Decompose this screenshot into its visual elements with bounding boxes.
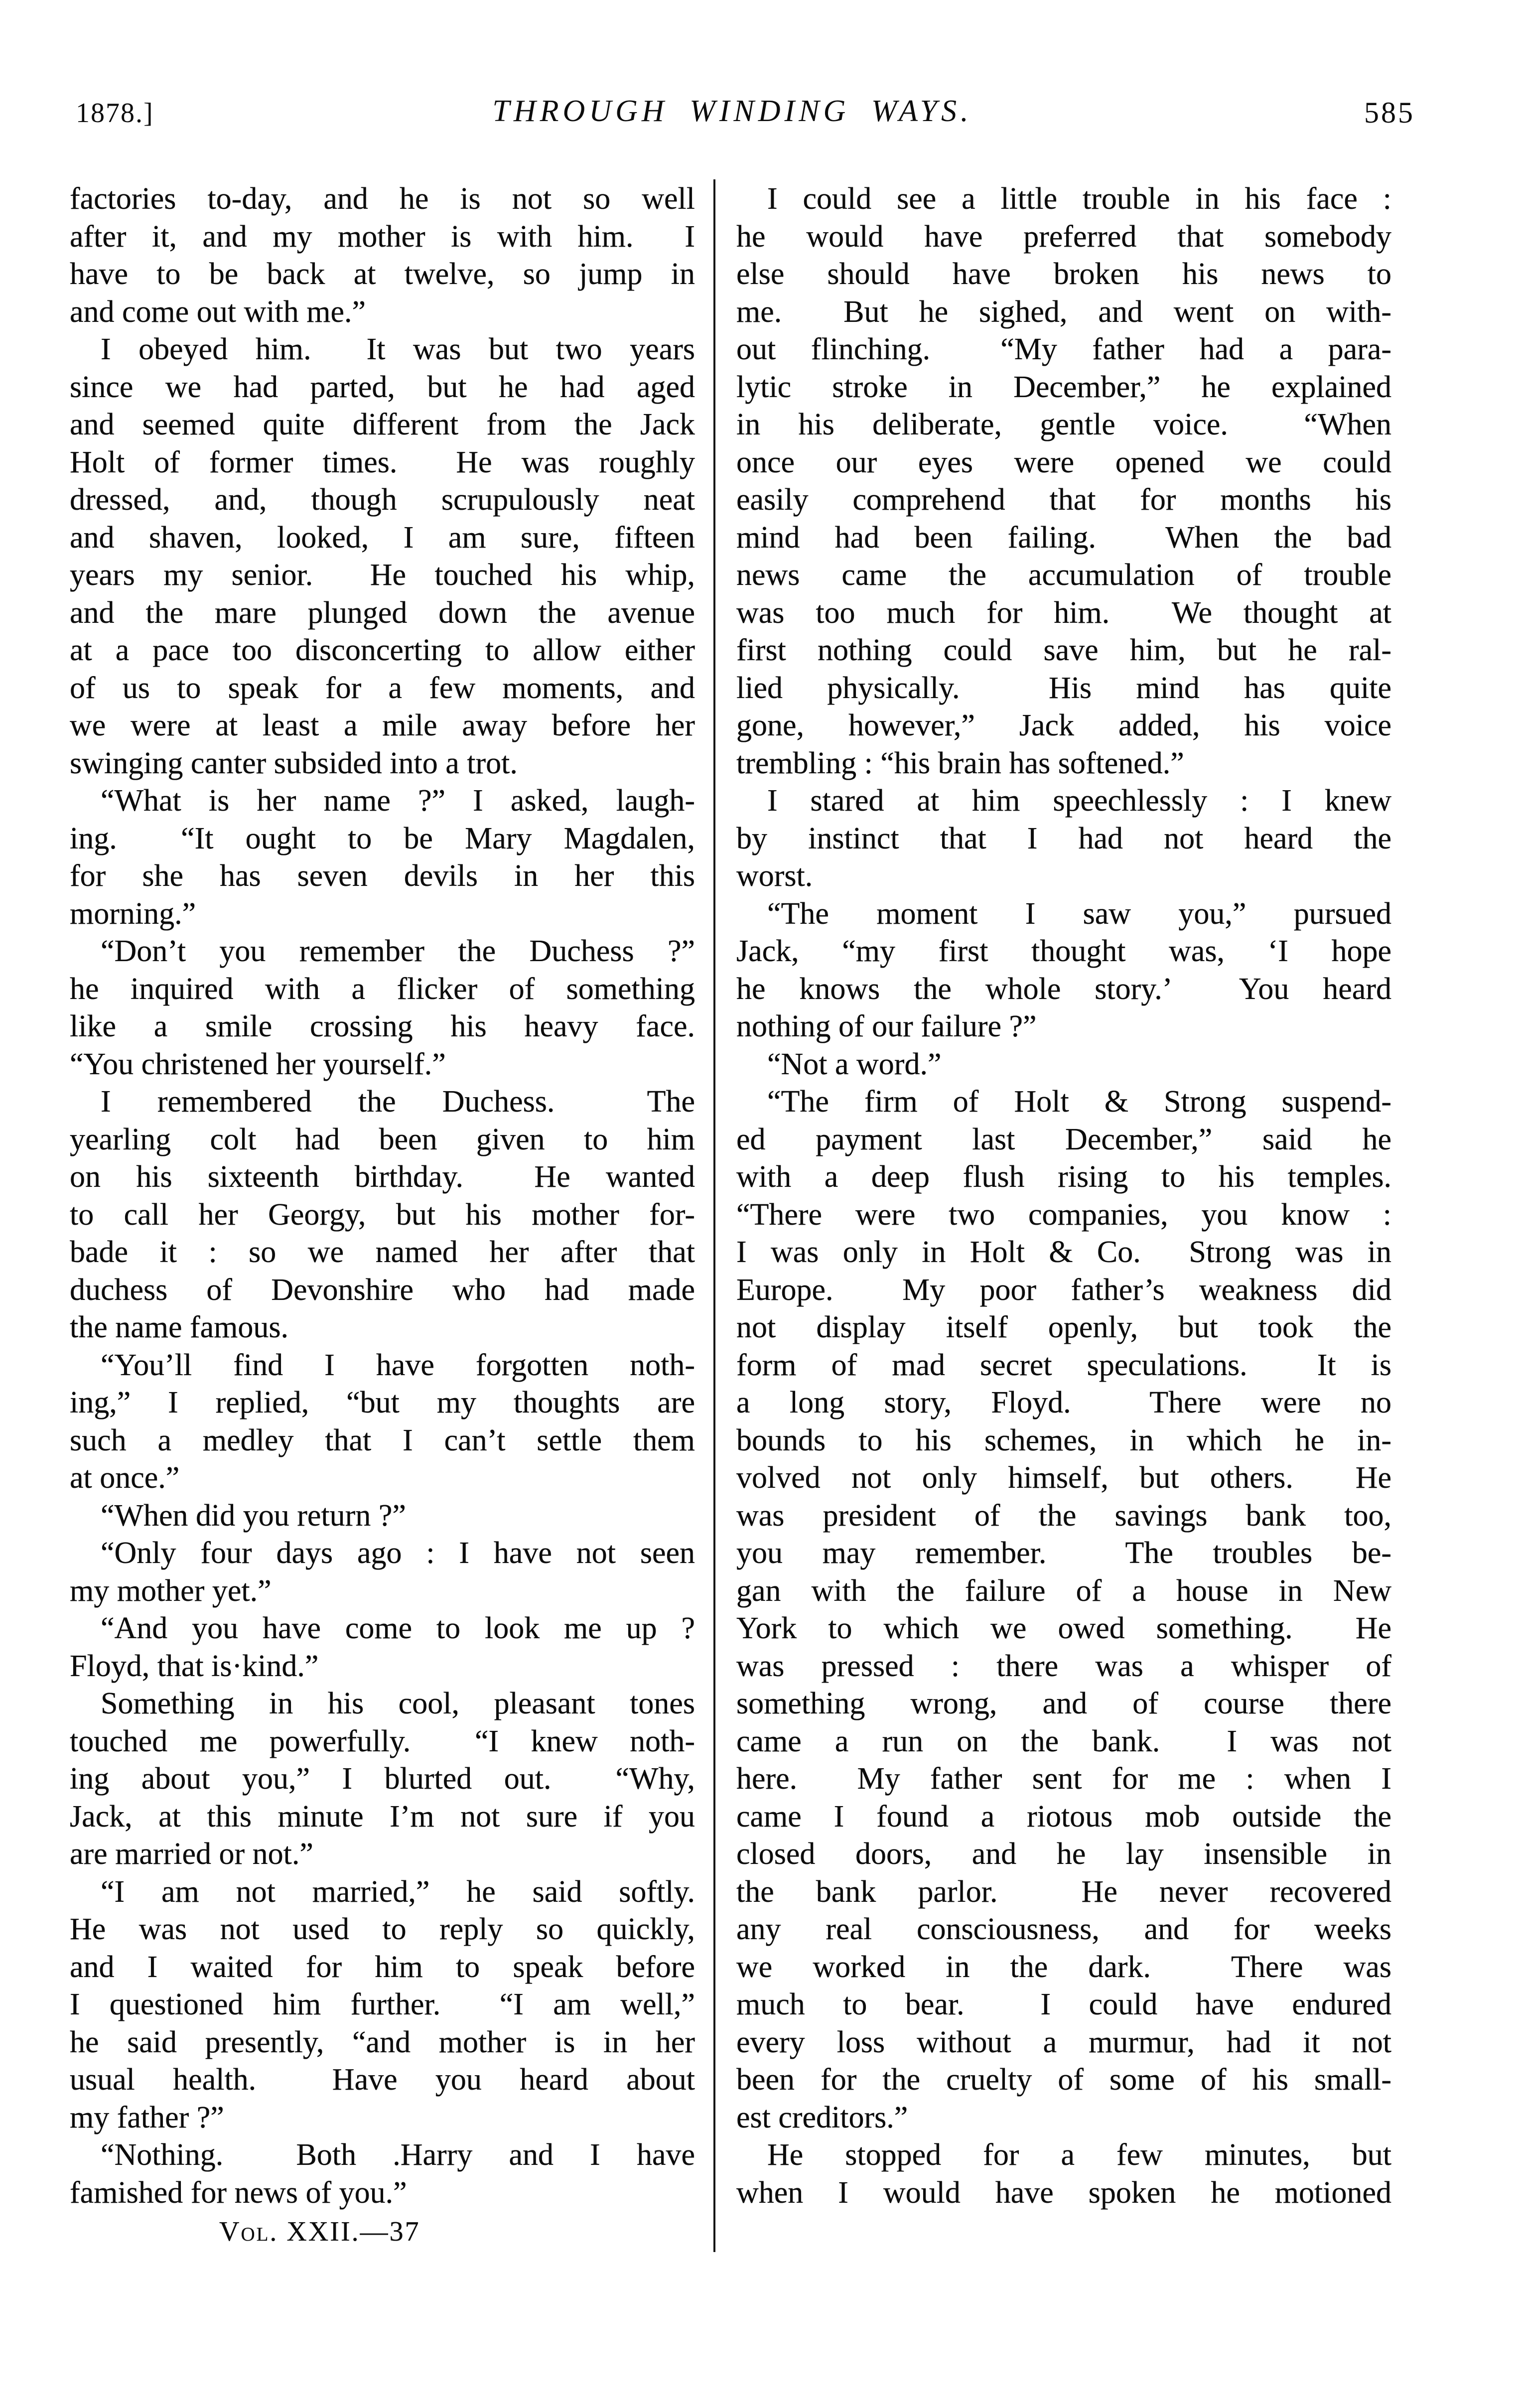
text-line: my mother yet.” xyxy=(70,1573,272,1608)
text-line: I obeyed him. It was but two years xyxy=(101,332,695,366)
text-line: closed doors, and he lay insensible in xyxy=(736,1837,1391,1871)
text-line: here. My father sent for me : when I xyxy=(736,1762,1391,1796)
text-line: I could see a little trouble in his face : xyxy=(767,182,1391,216)
text-line: a long story, Floyd. There were no xyxy=(736,1386,1391,1419)
text-line: the bank parlor. He never recovered xyxy=(736,1874,1391,1909)
text-line: ed payment last December,” said he xyxy=(736,1122,1391,1156)
text-line: he knows the whole story.’ You heard xyxy=(736,972,1391,1006)
text-line: famished for news of you.” xyxy=(70,2175,407,2210)
text-line: something wrong, and of course there xyxy=(736,1687,1391,1720)
text-line: lytic stroke in December,” he explained xyxy=(736,370,1391,404)
text-line: my father ?” xyxy=(70,2100,224,2134)
text-line: est creditors.” xyxy=(736,2100,908,2134)
text-line: I remembered the Duchess. The xyxy=(101,1085,695,1119)
text-line: touched me powerfully. “I knew noth- xyxy=(70,1724,695,1758)
text-line: volved not only himself, but others. He xyxy=(736,1461,1391,1495)
text-line: “You’ll find I have forgotten noth- xyxy=(101,1348,695,1382)
text-line: since we had parted, but he had aged xyxy=(70,370,695,404)
text-line: factories to-day, and he is not so well xyxy=(70,182,695,216)
text-line: mind had been failing. When the bad xyxy=(736,520,1391,555)
text-line: yearling colt had been given to him xyxy=(70,1122,695,1156)
text-line: Something in his cool, pleasant tones xyxy=(101,1687,695,1720)
text-line: He stopped for a few minutes, but xyxy=(767,2138,1391,2172)
text-line: “The moment I saw you,” pursued xyxy=(767,896,1391,931)
text-line: He was not used to reply so quickly, xyxy=(70,1912,695,1946)
text-line: Jack, “my first thought was, ‘I hope xyxy=(736,934,1391,968)
text-line: duchess of Devonshire who had made xyxy=(70,1273,695,1307)
text-line: “And you have come to look me up ? xyxy=(101,1611,695,1645)
text-line: York to which we owed something. He xyxy=(736,1611,1391,1645)
text-line: are married or not.” xyxy=(70,1837,313,1871)
text-line: Floyd, that is·kind.” xyxy=(70,1649,319,1683)
text-line: “What is her name ?” I asked, laugh- xyxy=(101,784,695,818)
text-line: ing. “It ought to be Mary Magdalen, xyxy=(70,821,695,855)
text-line: with a deep flush rising to his temples. xyxy=(736,1160,1391,1194)
text-line: usual health. Have you heard about xyxy=(70,2063,695,2097)
text-line: once our eyes were opened we could xyxy=(736,445,1391,479)
text-line: worst. xyxy=(736,859,813,893)
text-line: of us to speak for a few moments, and xyxy=(70,671,695,705)
text-line: he said presently, “and mother is in her xyxy=(70,2025,695,2059)
text-line: and the mare plunged down the avenue xyxy=(70,595,695,630)
text-line: out flinching. “My father had a para- xyxy=(736,332,1391,366)
text-line: and come out with me.” xyxy=(70,294,366,329)
text-line: “You christened her yourself.” xyxy=(70,1047,446,1081)
text-line: by instinct that I had not heard the xyxy=(736,821,1391,855)
text-line: ing about you,” I blurted out. “Why, xyxy=(70,1762,695,1796)
text-line: we worked in the dark. There was xyxy=(736,1950,1391,1984)
text-line: me. But he sighed, and went on with- xyxy=(736,294,1391,329)
right-text-column xyxy=(736,180,1391,2212)
text-line: was pressed : there was a whisper of xyxy=(736,1649,1391,1683)
text-line: I stared at him speechlessly : I knew xyxy=(767,784,1391,818)
header-year: 1878.] xyxy=(76,98,154,129)
text-line: at a pace too disconcerting to allow either xyxy=(70,633,695,667)
text-line: “Nothing. Both .Harry and I have xyxy=(101,2138,695,2172)
volume-signature: Vol. XXII.—37 xyxy=(219,2216,420,2247)
text-line: bounds to his schemes, in which he in- xyxy=(736,1423,1391,1457)
text-line: “Not a word.” xyxy=(767,1047,942,1081)
text-line: to call her Georgy, but his mother for- xyxy=(70,1197,695,1232)
text-line: Europe. My poor father’s weakness did xyxy=(736,1273,1391,1307)
text-line: much to bear. I could have endured xyxy=(736,1987,1391,2021)
text-line: form of mad secret speculations. It is xyxy=(736,1348,1391,1382)
text-line: dressed, and, though scrupulously neat xyxy=(70,483,695,517)
text-line: and shaven, looked, I am sure, fifteen xyxy=(70,520,695,555)
text-line: after it, and my mother is with him. I xyxy=(70,219,695,254)
text-line: he would have preferred that somebody xyxy=(736,219,1391,254)
text-line: trembling : “his brain has softened.” xyxy=(736,746,1184,780)
text-line: first nothing could save him, but he ral- xyxy=(736,633,1391,667)
text-line: morning.” xyxy=(70,896,196,931)
text-line: for she has seven devils in her this xyxy=(70,859,695,893)
text-line: Jack, at this minute I’m not sure if you xyxy=(70,1799,695,1834)
text-line: “When did you return ?” xyxy=(101,1498,406,1533)
page-title: THROUGH WINDING WAYS. xyxy=(492,94,972,128)
text-line: been for the cruelty of some of his small- xyxy=(736,2063,1391,2097)
text-line: every loss without a murmur, had it not xyxy=(736,2025,1391,2059)
text-line: years my senior. He touched his whip, xyxy=(70,558,695,592)
text-line: when I would have spoken he motioned xyxy=(736,2175,1391,2210)
header-page-number: 585 xyxy=(1364,96,1415,129)
text-line: and seemed quite different from the Jack xyxy=(70,408,695,441)
text-line: Holt of former times. He was roughly xyxy=(70,445,695,479)
text-line: gone, however,” Jack added, his voice xyxy=(736,708,1391,742)
text-line: in his deliberate, gentle voice. “When xyxy=(736,408,1391,441)
text-line: was too much for him. We thought at xyxy=(736,595,1391,630)
text-line: “There were two companies, you know : xyxy=(736,1197,1391,1232)
text-line: not display itself openly, but took the xyxy=(736,1310,1391,1344)
text-line: and I waited for him to speak before xyxy=(70,1950,695,1984)
text-line: have to be back at twelve, so jump in xyxy=(70,257,695,291)
text-line: else should have broken his news to xyxy=(736,257,1391,291)
text-line: easily comprehend that for months his xyxy=(736,483,1391,517)
text-line: bade it : so we named her after that xyxy=(70,1235,695,1269)
text-line: on his sixteenth birthday. He wanted xyxy=(70,1160,695,1194)
text-line: such a medley that I can’t settle them xyxy=(70,1423,695,1457)
text-line: I questioned him further. “I am well,” xyxy=(70,1987,695,2021)
text-line: came a run on the bank. I was not xyxy=(736,1724,1391,1758)
text-line: gan with the failure of a house in New xyxy=(736,1573,1391,1608)
text-line: “The firm of Holt & Strong suspend- xyxy=(767,1085,1391,1119)
text-line: swinging canter subsided into a trot. xyxy=(70,746,518,780)
text-line: was president of the savings bank too, xyxy=(736,1498,1391,1533)
text-line: nothing of our failure ?” xyxy=(736,1009,1037,1043)
text-line: came I found a riotous mob outside the xyxy=(736,1799,1391,1834)
text-line: any real consciousness, and for weeks xyxy=(736,1912,1391,1946)
text-line: at once.” xyxy=(70,1461,180,1495)
text-line: ing,” I replied, “but my thoughts are xyxy=(70,1386,695,1419)
text-line: you may remember. The troubles be- xyxy=(736,1536,1391,1570)
text-line: he inquired with a flicker of something xyxy=(70,972,695,1006)
text-line: news came the accumulation of trouble xyxy=(736,558,1391,592)
text-line: “Don’t you remember the Duchess ?” xyxy=(101,934,695,968)
text-line: like a smile crossing his heavy face. xyxy=(70,1009,695,1043)
left-text-column xyxy=(70,180,695,2212)
column-divider-rule xyxy=(713,179,715,2252)
text-line: “Only four days ago : I have not seen xyxy=(101,1536,695,1570)
text-line: lied physically. His mind has quite xyxy=(736,671,1391,705)
text-line: “I am not married,” he said softly. xyxy=(101,1874,695,1909)
text-line: we were at least a mile away before her xyxy=(70,708,695,742)
text-line: the name famous. xyxy=(70,1310,289,1344)
text-line: I was only in Holt & Co. Strong was in xyxy=(736,1235,1391,1269)
